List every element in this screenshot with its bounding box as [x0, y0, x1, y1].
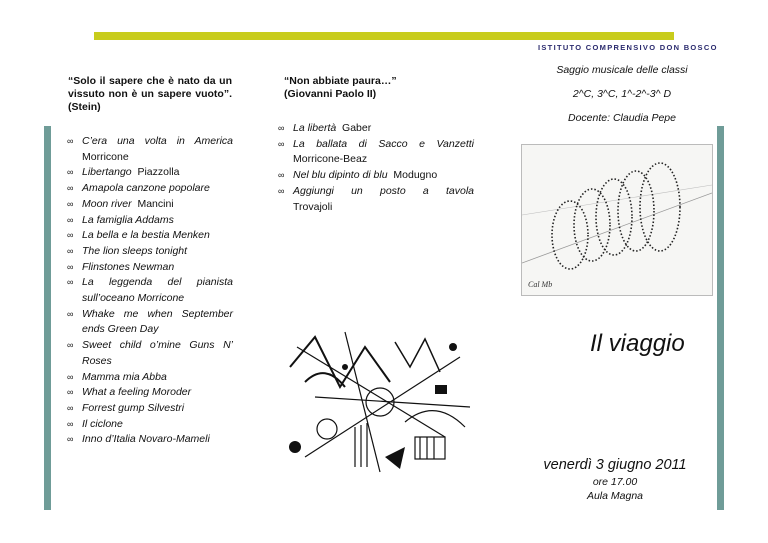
song-item	[67, 181, 233, 197]
song-title: Inno d’Italia Novaro-Mameli	[82, 433, 210, 446]
infinity-bullet-icon: ∞	[278, 170, 285, 181]
infinity-bullet-icon: ∞	[67, 183, 74, 194]
header-bar	[94, 32, 674, 40]
concert-classes: 2^C, 3^C, 1^-2^-3^ D	[572, 88, 672, 100]
abstract-artwork	[285, 327, 475, 475]
song-author: Mancini	[137, 197, 174, 210]
song-title: The lion sleeps tonight	[82, 244, 188, 257]
left-song-list	[67, 134, 233, 448]
song-item	[278, 121, 474, 137]
song-item	[67, 275, 233, 306]
event-title: Il viaggio	[590, 330, 685, 357]
infinity-bullet-icon: ∞	[278, 123, 285, 133]
infinity-bullet-icon: ∞	[67, 418, 74, 429]
song-item	[67, 401, 233, 417]
infinity-bullet-icon: ∞	[67, 167, 74, 178]
infinity-bullet-icon: ∞	[278, 138, 285, 149]
song-title: Nel blu dipinto di blu	[293, 169, 388, 182]
song-title: Il ciclone	[82, 417, 123, 430]
song-title: Libertango	[82, 166, 132, 179]
song-title: Sweet child o’mine Guns N’	[82, 339, 233, 352]
infinity-bullet-icon: ∞	[67, 434, 74, 445]
infinity-bullet-icon: ∞	[67, 387, 74, 398]
right-side-bar	[717, 126, 724, 510]
song-item	[67, 244, 233, 260]
song-title: La leggenda del pianista	[82, 276, 233, 289]
song-item	[278, 168, 474, 184]
song-item	[278, 184, 474, 215]
infinity-bullet-icon: ∞	[67, 277, 74, 288]
song-item	[67, 213, 233, 229]
song-author: Morricone-Beaz	[293, 153, 368, 166]
song-title: La ballata di Sacco e Vanzetti	[293, 137, 474, 150]
song-title: La libertà	[293, 122, 337, 134]
song-item	[278, 137, 474, 168]
song-title: Mamma mia Abba	[82, 370, 167, 383]
event-time: ore 17.00	[592, 476, 638, 488]
pope-quote: “Non abbiate paura…” (Giovanni Paolo II)	[284, 75, 397, 100]
song-title: Amapola canzone popolare	[82, 182, 210, 195]
infinity-bullet-icon: ∞	[67, 371, 74, 382]
song-title: C’era una volta in America	[82, 135, 233, 147]
song-item	[67, 228, 233, 244]
stein-quote: “Solo il sapere che è nato da un vissuto non è un sapere vuoto”. (Stein)	[68, 75, 232, 113]
song-item	[67, 165, 233, 181]
song-title: Forrest gump Silvestri	[82, 401, 185, 414]
infinity-bullet-icon: ∞	[67, 245, 74, 256]
song-title: Whake me when September	[82, 307, 233, 320]
song-item	[67, 134, 233, 165]
song-item	[67, 417, 233, 433]
song-title: Aggiungi un posto a tavola	[293, 184, 474, 197]
infinity-bullet-icon: ∞	[67, 214, 74, 225]
song-item	[67, 385, 233, 401]
song-item	[67, 197, 233, 213]
song-item	[67, 260, 233, 276]
song-item	[67, 370, 233, 386]
event-place: Aula Magna	[586, 490, 644, 502]
song-author: Morricone	[82, 150, 129, 163]
song-author: Piazzolla	[137, 166, 180, 179]
concert-title: Saggio musicale delle classi	[556, 64, 688, 76]
infinity-bullet-icon: ∞	[67, 136, 74, 146]
infinity-bullet-icon: ∞	[67, 340, 74, 351]
song-author: Gaber	[342, 122, 372, 134]
song-title: Moon river	[82, 197, 132, 210]
song-item	[67, 338, 233, 369]
song-title: What a feeling Moroder	[82, 386, 192, 399]
event-date: venerdì 3 giugno 2011	[543, 457, 687, 473]
song-item	[67, 307, 233, 338]
school-name: ISTITUTO COMPRENSIVO DON BOSCO	[538, 43, 718, 52]
concert-teacher: Docente: Claudia Pepe	[568, 112, 676, 124]
infinity-bullet-icon: ∞	[278, 185, 285, 196]
song-author: Trovajoli	[293, 200, 333, 213]
infinity-bullet-icon: ∞	[67, 402, 74, 413]
infinity-bullet-icon: ∞	[67, 308, 74, 319]
song-item	[67, 432, 233, 448]
infinity-bullet-icon: ∞	[67, 198, 74, 209]
infinity-bullet-icon: ∞	[67, 261, 74, 272]
left-side-bar	[44, 126, 51, 510]
svg-text:Cal Mb: Cal Mb	[528, 280, 553, 289]
infinity-bullet-icon: ∞	[67, 230, 74, 241]
song-title: La bella e la bestia Menken	[82, 229, 210, 242]
song-author: Roses	[82, 354, 112, 367]
middle-song-list	[278, 121, 474, 215]
song-author: sull’oceano Morricone	[82, 292, 185, 305]
song-author: Modugno	[393, 169, 438, 182]
spiral-artwork	[521, 144, 713, 296]
song-author: ends Green Day	[82, 323, 159, 336]
song-title: Flinstones Newman	[82, 260, 175, 273]
song-title: La famiglia Addams	[82, 213, 174, 226]
